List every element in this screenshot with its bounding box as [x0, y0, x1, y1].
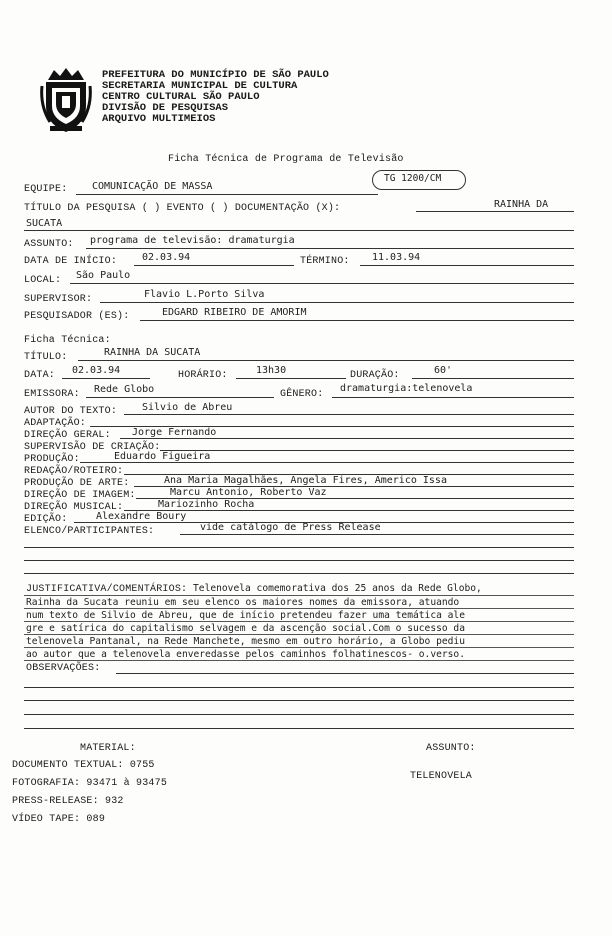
observacoes-rule-3 [24, 700, 574, 701]
horario-rule [236, 378, 346, 379]
catalog-stamp-text: TG 1200/CM [384, 173, 442, 184]
header-block [102, 70, 329, 125]
edicao-label: EDIÇÃO: [24, 514, 68, 525]
ficha-titulo-label: TÍTULO: [24, 352, 68, 363]
local-label: LOCAL: [24, 275, 62, 286]
emissora-value: Rede Globo [94, 384, 155, 395]
justificativa-line-3: num texto de Silvio de Abreu, que de início pretendeu fazer uma temática ale [26, 610, 465, 621]
direcao-geral-rule [120, 438, 574, 439]
ficha-heading: Ficha Técnica: [24, 335, 111, 346]
autor-value: Silvio de Abreu [142, 402, 233, 413]
genero-rule [332, 397, 574, 398]
termino-rule [360, 265, 574, 266]
edicao-value: Alexandre Boury [96, 511, 187, 522]
direcao-musical-value: Mariozinho Rocha [158, 499, 255, 510]
equipe-rule [76, 194, 378, 195]
ficha-titulo-rule [78, 360, 574, 361]
producao-label: PRODUÇÃO: [24, 454, 80, 465]
horario-value: 13h30 [256, 365, 287, 376]
justificativa-text: Telenovela comemorativa dos 25 anos da Rede Globo, [193, 583, 482, 594]
equipe-value: COMUNICAÇÃO DE MASSA [92, 181, 213, 192]
adaptacao-label: ADAPTAÇÃO: [24, 418, 87, 429]
data-inicio-value: 02.03.94 [142, 252, 191, 263]
elenco-rule-4 [24, 573, 574, 574]
assunto-footer-value: TELENOVELA [410, 771, 473, 782]
termino-label: TÉRMINO: [300, 256, 350, 267]
ficha-data-label: DATA: [24, 370, 56, 381]
duracao-rule [412, 378, 574, 379]
header-line: PREFEITURA DO MUNICÍPIO DE SÃO PAULO [102, 69, 329, 81]
titulo-pesquisa-value: RAINHA DA [494, 199, 549, 210]
genero-label: GÊNERO: [280, 389, 324, 400]
material-press-release: PRESS-RELEASE: 932 [12, 796, 124, 807]
emissora-rule [86, 397, 274, 398]
supervisao-criacao-label: SUPERVISÃO DE CRIAÇÃO: [24, 442, 161, 453]
pesquisador-rule [140, 320, 574, 321]
data-inicio-label: DATA DE INÍCIO: [24, 256, 118, 267]
elenco-label: ELENCO/PARTICIPANTES: [24, 526, 155, 537]
justificativa-rule [24, 660, 574, 661]
assunto-value: programa de televisão: dramaturgia [90, 235, 295, 246]
autor-rule [124, 414, 574, 415]
titulo-pesquisa-value-2: SUCATA [26, 218, 63, 229]
producao-rule [80, 462, 574, 463]
supervisao-criacao-rule [160, 450, 574, 451]
producao-value: Eduardo Figueira [114, 451, 211, 462]
justificativa-line-5: telenovela Pantanal, na Rede Manchete, mesmo em outro horário, a Globo pediu [26, 636, 465, 647]
supervisor-label: SUPERVISOR: [24, 294, 93, 305]
autor-label: AUTOR DO TEXTO: [24, 406, 118, 417]
supervisor-value: Flavio L.Porto Silva [144, 289, 265, 300]
justificativa-line-4: gre e satírica do capitalismo selvagem e da ascenção social.Com o sucesso da [26, 623, 465, 634]
emissora-label: EMISSORA: [24, 389, 80, 400]
elenco-rule [180, 534, 574, 535]
assunto-label: ASSUNTO: [24, 239, 74, 250]
justificativa-label: JUSTIFICATIVA/COMENTÁRIOS: [26, 584, 188, 595]
titulo-pesquisa-rule-2 [24, 230, 574, 231]
material-heading: MATERIAL: [80, 743, 136, 754]
ficha-titulo-value: RAINHA DA SUCATA [104, 347, 201, 358]
form-title: Ficha Técnica de Programa de Televisão [168, 154, 404, 165]
coat-of-arms-icon [40, 66, 92, 134]
direcao-musical-rule [124, 510, 574, 511]
justificativa-line-6: ao autor que a telenovela enveredasse pelos caminhos folhatinescos- o.verso. [26, 649, 465, 660]
horario-label: HORÁRIO: [178, 370, 228, 381]
material-documento-textual: DOCUMENTO TEXTUAL: 0755 [12, 760, 155, 771]
duracao-value: 60' [434, 365, 453, 376]
termino-value: 11.03.94 [372, 252, 421, 263]
local-rule [70, 283, 574, 284]
direcao-geral-value: Jorge Fernando [132, 427, 217, 438]
justificativa-line-1 [26, 582, 482, 596]
header-line: CENTRO CULTURAL SÃO PAULO [102, 91, 260, 103]
material-fotografia: FOTOGRAFIA: 93471 à 93475 [12, 778, 168, 789]
header-line: DIVISÃO DE PESQUISAS [102, 102, 229, 114]
redacao-label: REDAÇÃO/ROTEIRO: [24, 466, 124, 477]
header-line: SECRETARIA MUNICIPAL DE CULTURA [102, 80, 298, 92]
assunto-rule [86, 248, 574, 249]
data-inicio-rule [134, 265, 294, 266]
direcao-imagem-value: Marcu Antonio, Roberto Vaz [170, 487, 327, 498]
titulo-pesquisa-rule [416, 211, 574, 212]
observacoes-label: OBSERVAÇÕES: [26, 663, 101, 674]
ficha-data-value: 02.03.94 [72, 365, 121, 376]
titulo-pesquisa-label: TÍTULO DA PESQUISA ( ) EVENTO ( ) DOCUMENTAÇÃO (X): [24, 203, 341, 214]
producao-arte-value: Ana Maria Magalhães, Angela Fires, Americo Issa [164, 475, 447, 486]
direcao-musical-label: DIREÇÃO MUSICAL: [24, 502, 124, 513]
header-line: ARQUIVO MULTIMEIOS [102, 113, 216, 125]
observacoes-rule-2 [24, 687, 574, 688]
duracao-label: DURAÇÃO: [350, 370, 400, 381]
supervisor-rule [100, 302, 574, 303]
producao-arte-label: PRODUÇÃO DE ARTE: [24, 478, 130, 489]
justificativa-line-2: Rainha da Sucata reuniu em seu elenco os maiores nomes da emissora, atuando [26, 597, 460, 608]
ficha-data-rule [62, 378, 150, 379]
material-video-tape: VÍDEO TAPE: 089 [12, 814, 106, 825]
direcao-geral-label: DIREÇÃO GERAL: [24, 430, 111, 441]
elenco-rule-2 [24, 547, 574, 548]
elenco-rule-3 [24, 560, 574, 561]
pesquisador-label: PESQUISADOR (ES): [24, 311, 130, 322]
assunto-footer-heading: ASSUNTO: [426, 743, 476, 754]
observacoes-rule-4 [24, 714, 574, 715]
observacoes-rule [116, 673, 574, 674]
elenco-value: vide catálogo de Press Release [200, 522, 381, 533]
observacoes-rule-5 [24, 728, 574, 729]
pesquisador-value: EDGARD RIBEIRO DE AMORIM [162, 307, 307, 318]
direcao-imagem-label: DIREÇÃO DE IMAGEM: [24, 490, 136, 501]
local-value: São Paulo [76, 270, 131, 281]
equipe-label: EQUIPE: [24, 184, 68, 195]
genero-value: dramaturgia:telenovela [340, 383, 473, 394]
